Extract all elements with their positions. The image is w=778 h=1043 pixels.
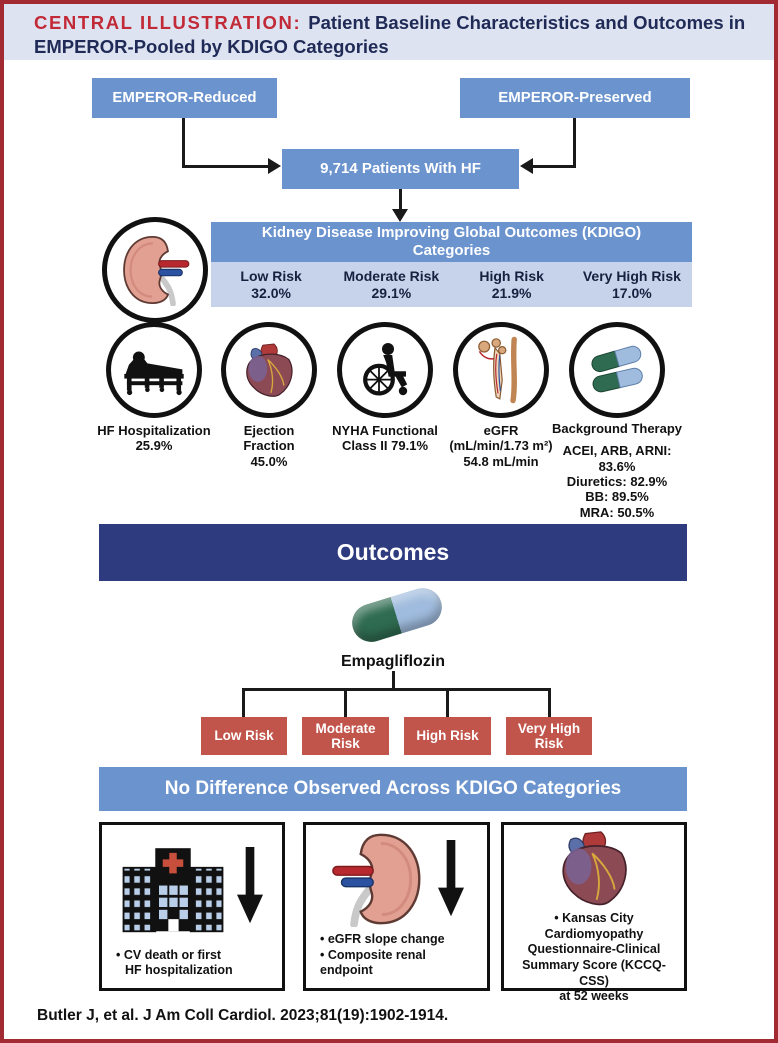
- header-eyebrow: CENTRAL ILLUSTRATION:: [34, 12, 302, 33]
- endpoint-box-renal: [303, 822, 490, 991]
- endpoint-icons: [306, 825, 487, 932]
- risk-box-high: High Risk: [404, 717, 491, 755]
- endpoint-text-cv-death: • CV death or first HF hospitalization: [102, 948, 282, 988]
- background-therapy-values: ACEI, ARB, ARNI: 83.6% Diuretics: 82.9% BB: 89.5% MRA: 50.5%: [562, 443, 672, 520]
- wheelchair-icon: [355, 338, 415, 402]
- baseline-circle-egfr: [453, 322, 549, 418]
- connector-line: [399, 189, 402, 210]
- kidney-icon: [119, 234, 191, 306]
- endpoint-box-cv-death: [99, 822, 285, 991]
- baseline-label-nyha-class: NYHA Functional Class II 79.1%: [332, 423, 438, 454]
- endpoint-icons: [102, 825, 282, 948]
- kdigo-category-band: [211, 262, 692, 307]
- empagliflozin-capsule-icon: [347, 583, 446, 646]
- hospital-building-icon: [121, 837, 225, 935]
- kdigo-category-moderate: Moderate Risk 29.1%: [343, 267, 440, 301]
- heart-icon: [550, 825, 638, 911]
- connector-line: [548, 688, 551, 718]
- down-arrow-icon: [438, 836, 464, 922]
- down-arrow-icon: [237, 843, 263, 929]
- arrow-right-icon: [268, 158, 281, 174]
- kdigo-category-high: High Risk 21.9%: [479, 267, 544, 301]
- kidney-circle: [102, 217, 208, 323]
- capsules-icon: [584, 341, 650, 399]
- baseline-circle-nyha-class: [337, 322, 433, 418]
- patients-box: 9,714 Patients With HF: [282, 149, 519, 189]
- trial-box-emperor-preserved: EMPEROR-Preserved: [460, 78, 690, 118]
- heart-icon: [238, 338, 300, 402]
- citation: Butler J, et al. J Am Coll Cardiol. 2023;81(19):1902-1914.: [37, 1007, 449, 1024]
- kdigo-header: Kidney Disease Improving Global Outcomes (KDIGO) Categories: [211, 222, 692, 262]
- trial-box-emperor-reduced: EMPEROR-Reduced: [92, 78, 277, 118]
- figure-title: Patient Baseline Characteristics and Outcomes in EMPEROR-Pooled by KDIGO Categories: [34, 12, 746, 57]
- baseline-circle-hf-hospitalization: [106, 322, 202, 418]
- kdigo-category-very-high: Very High Risk 17.0%: [582, 267, 681, 301]
- connector-line: [242, 688, 551, 691]
- risk-box-moderate: Moderate Risk: [302, 717, 389, 755]
- endpoint-text-renal: • eGFR slope change • Composite renal endpoint: [306, 932, 487, 988]
- kdigo-category-low: Low Risk 32.0%: [240, 267, 302, 301]
- baseline-label-hf-hospitalization: HF Hospitalization 25.9%: [97, 423, 211, 454]
- connector-line: [573, 118, 576, 168]
- connector-line: [182, 165, 269, 168]
- baseline-circle-background-therapy: [569, 322, 665, 418]
- figure-header: [4, 4, 774, 60]
- baseline-label-background-therapy: Background Therapy ACEI, ARB, ARNI: 83.6% Diuretics: 82.9% BB: 89.5% MRA: 50.5%: [537, 421, 697, 520]
- drug-label: Empagliflozin: [341, 653, 445, 670]
- outcomes-banner: Outcomes: [99, 524, 687, 581]
- connector-line: [182, 118, 185, 168]
- endpoint-text-kccq: • Kansas City Cardiomyopathy Questionnaire-Clinical Summary Score (KCCQ-CSS) at 52 weeks: [504, 911, 684, 1014]
- arrow-down-icon: [392, 209, 408, 222]
- connector-line: [446, 688, 449, 718]
- endpoint-box-kccq: [501, 822, 687, 1004]
- kidney-icon: [330, 831, 426, 927]
- baseline-label-ejection-fraction: Ejection Fraction 45.0%: [243, 423, 295, 469]
- nephron-icon: [471, 336, 531, 404]
- endpoint-icons: [504, 825, 684, 911]
- no-difference-banner: No Difference Observed Across KDIGO Categories: [99, 767, 687, 811]
- hospital-bed-icon: [121, 343, 187, 397]
- baseline-circle-ejection-fraction: [221, 322, 317, 418]
- connector-line: [533, 165, 576, 168]
- baseline-label-egfr: eGFR (mL/min/1.73 m²) 54.8 mL/min: [449, 423, 553, 469]
- risk-box-very-high: Very High Risk: [506, 717, 592, 755]
- connector-line: [242, 688, 245, 718]
- connector-line: [344, 688, 347, 718]
- risk-box-low: Low Risk: [201, 717, 287, 755]
- arrow-left-icon: [520, 158, 533, 174]
- connector-line: [392, 671, 395, 689]
